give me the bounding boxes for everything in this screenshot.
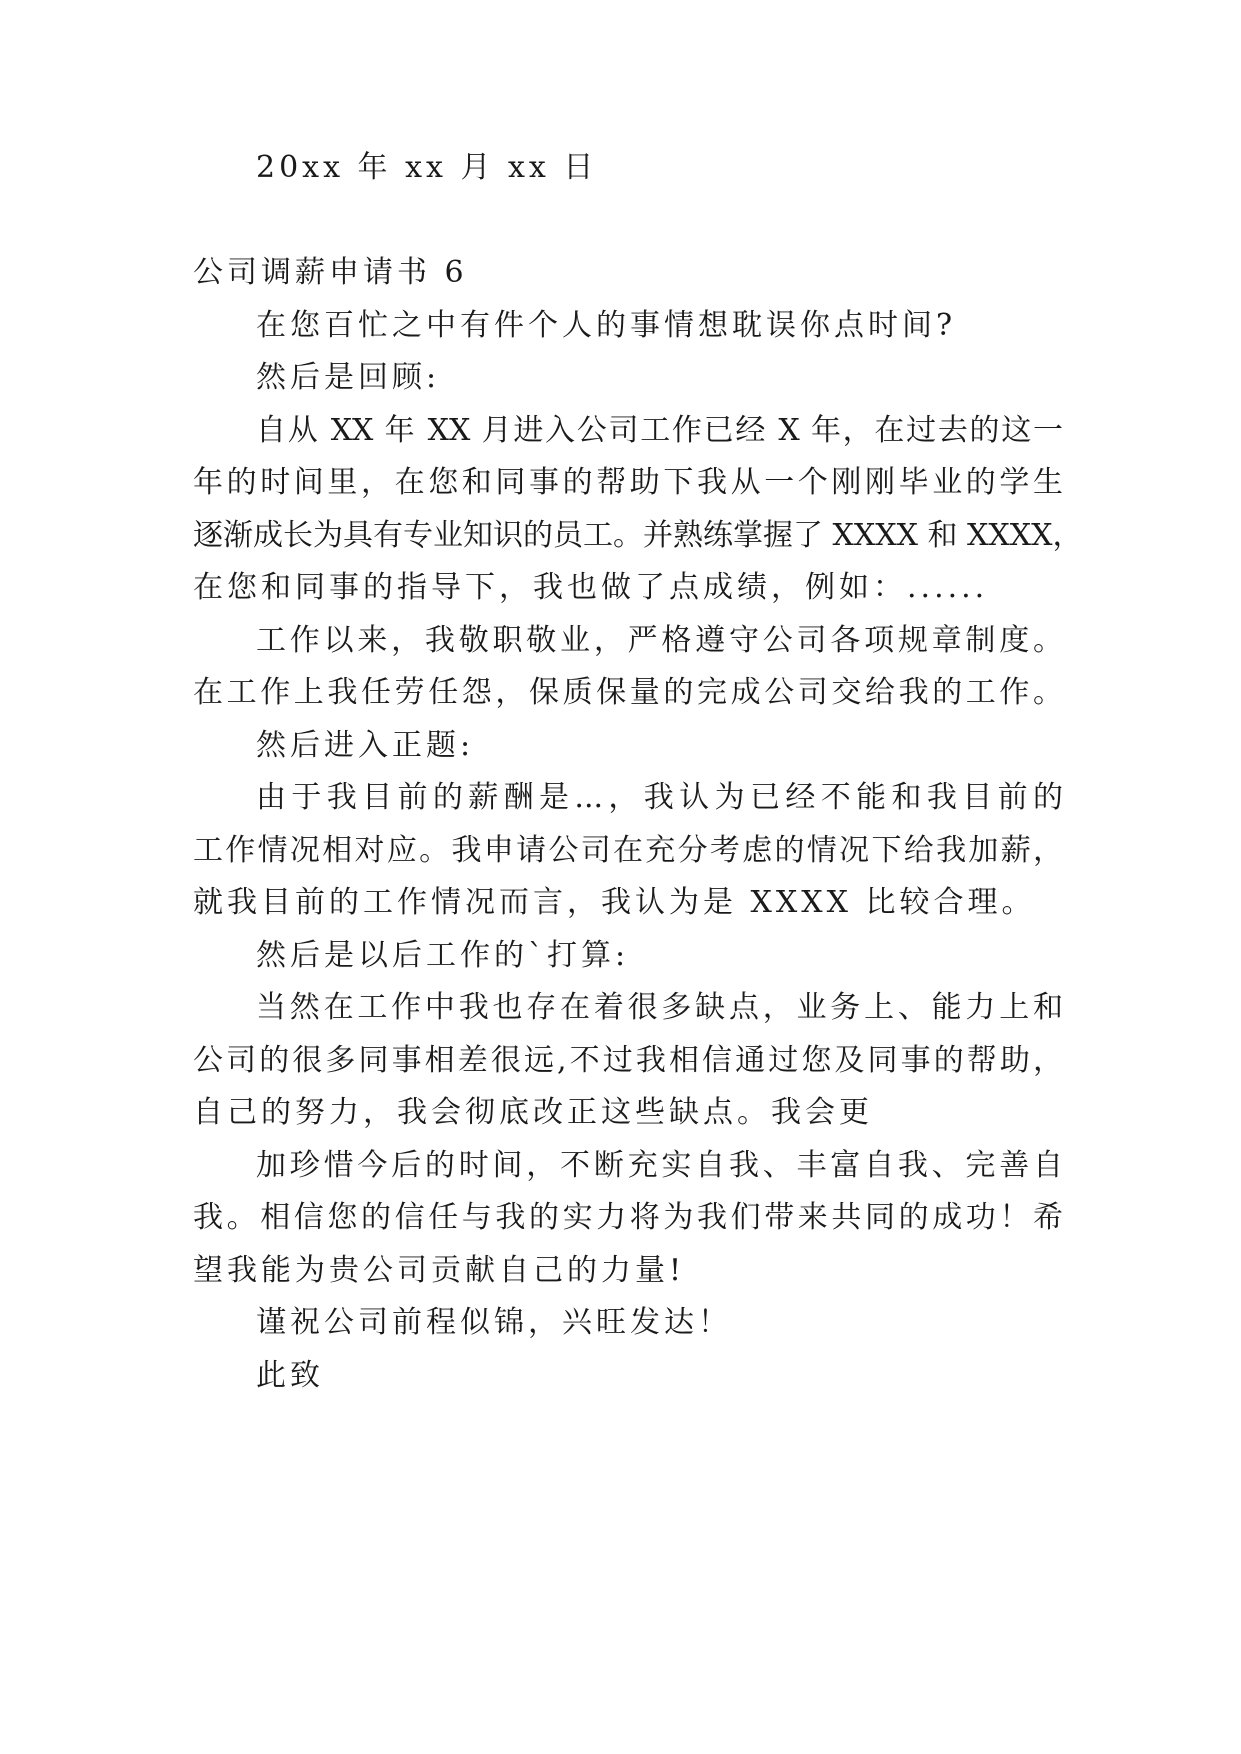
text-line-closing: 此致 bbox=[256, 1358, 324, 1393]
text-line: 就我目前的工作情况而言，我认为是 XXXX 比较合理。 bbox=[193, 885, 1036, 920]
text-line: 由于我目前的薪酬是...，我认为已经不能和我目前的 bbox=[256, 780, 1063, 815]
text-line-review-intro: 然后是回顾: bbox=[256, 360, 441, 395]
date-line: 20xx 年 xx 月 xx 日 bbox=[256, 150, 598, 185]
text-line: 当然在工作中我也存在着很多缺点，业务上、能力上和 bbox=[256, 990, 1063, 1025]
text-line: 我。相信您的信任与我的实力将为我们带来共同的成功！希 bbox=[193, 1200, 1063, 1235]
text-line: 年的时间里，在您和同事的帮助下我从一个刚刚毕业的学生 bbox=[193, 465, 1063, 500]
text-line: 望我能为贵公司贡献自己的力量! bbox=[193, 1253, 686, 1288]
text-line: 逐渐成长为具有专业知识的员工。并熟练掌握了 XXXX 和 XXXX， bbox=[193, 518, 1083, 553]
text-line: 自从 XX 年 XX 月进入公司工作已经 X 年，在过去的这一 bbox=[256, 413, 1063, 448]
document-heading: 公司调薪申请书 6 bbox=[193, 255, 468, 290]
text-line: 在您和同事的指导下，我也做了点成绩，例如：...... bbox=[193, 570, 989, 605]
text-line-wishes: 谨祝公司前程似锦，兴旺发达！ bbox=[256, 1305, 732, 1340]
text-line: 加珍惜今后的时间，不断充实自我、丰富自我、完善自 bbox=[256, 1148, 1063, 1183]
text-line-plans-intro: 然后是以后工作的`打算: bbox=[256, 938, 630, 973]
text-line: 工作情况相对应。我申请公司在充分考虑的情况下给我加薪， bbox=[193, 833, 1063, 868]
text-line: 自己的努力，我会彻底改正这些缺点。我会更 bbox=[193, 1095, 873, 1130]
text-line: 在工作上我任劳任怨，保质保量的完成公司交给我的工作。 bbox=[193, 675, 1063, 710]
text-line-main-topic: 然后进入正题: bbox=[256, 728, 475, 763]
text-line-opening: 在您百忙之中有件个人的事情想耽误你点时间? bbox=[256, 308, 957, 343]
text-line: 工作以来，我敬职敬业，严格遵守公司各项规章制度。 bbox=[256, 623, 1063, 658]
text-line: 公司的很多同事相差很远,不过我相信通过您及同事的帮助， bbox=[193, 1043, 1063, 1078]
